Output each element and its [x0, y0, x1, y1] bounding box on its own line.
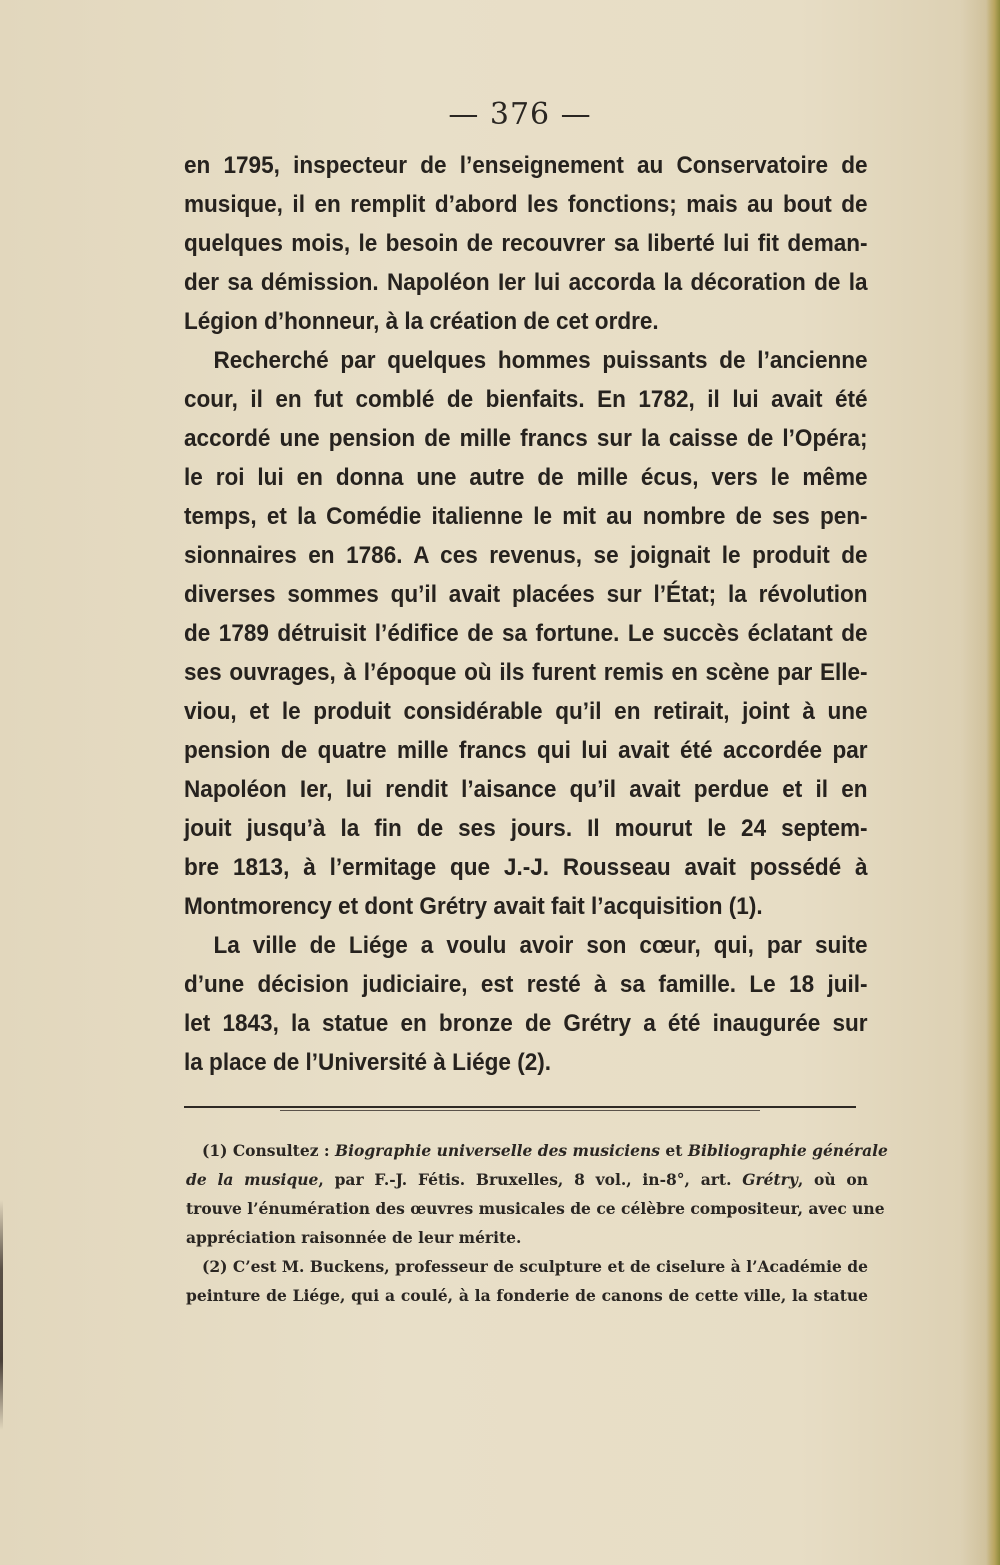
footnote-1-title: Biographie universelle des musiciens: [335, 1141, 661, 1160]
text-line: Légion d’honneur, à la création de cet ordre.: [184, 308, 659, 335]
text-line: Montmorency et dont Grétry avait fait l’acquisition (1).: [184, 893, 763, 920]
text-line: la place de l’Université à Liége (2).: [184, 1049, 552, 1076]
text-line: cour, il en fut comblé de bienfaits. En 1782, il lui avait été: [184, 386, 868, 413]
text-line: accordé une pension de mille francs sur la caisse de l’Opéra;: [184, 425, 868, 452]
page-edge-shadow: [986, 0, 1000, 1565]
text-line: le roi lui en donna une autre de mille écus, vers le même: [184, 464, 868, 491]
text-line: temps, et la Comédie italienne le mit au nombre de ses pen-: [184, 503, 868, 530]
footnote-1-line: appréciation raisonnée de leur mérite.: [186, 1228, 522, 1247]
footnote-separator-thin: [280, 1110, 760, 1111]
text-line: musique, il en remplit d’abord les fonctions; mais au bout de: [184, 191, 868, 218]
text-line: La ville de Liége a voulu avoir son cœur, qui, par suite: [213, 932, 868, 959]
text-line: sionnaires en 1786. A ces revenus, se joignait le produit de: [184, 542, 868, 569]
text-line: pension de quatre mille francs qui lui avait été accordée par: [184, 737, 868, 764]
text-line: diverses sommes qu’il avait placées sur l’État; la révolution: [184, 581, 868, 608]
footnote-1-title-2: Bibliographie générale: [687, 1141, 888, 1160]
footnote-1-and: et: [660, 1141, 688, 1160]
text-line: Napoléon Ier, lui rendit l’aisance qu’il avait perdue et il en: [184, 776, 868, 803]
footnote-1-line: [186, 1165, 868, 1194]
text-line: quelques mois, le besoin de recouvrer sa liberté lui fit deman-: [184, 230, 868, 257]
footnote-1-line: trouve l’énumération des œuvres musicales de ce célèbre compositeur, avec une: [186, 1199, 885, 1218]
text-line: viou, et le produit considérable qu’il en retirait, joint à une: [184, 698, 868, 725]
text-line: de 1789 détruisit l’édifice de sa fortune. Le succès éclatant de: [184, 620, 868, 647]
text-line: en 1795, inspecteur de l’enseignement au Conservatoire de: [184, 152, 868, 179]
footnote-2-line: peinture de Liége, qui a coulé, à la fonderie de canons de cette ville, la statue: [186, 1286, 868, 1305]
text-line: Recherché par quelques hommes puissants de l’ancienne: [213, 347, 868, 374]
footnote-1-lead: (1) Consultez :: [202, 1141, 336, 1160]
footnote-1-end: , où on: [797, 1170, 869, 1189]
text-line: ses ouvrages, à l’époque où ils furent remis en scène par Elle-: [184, 659, 868, 686]
binding-mark: [0, 1200, 3, 1430]
text-line: bre 1813, à l’ermitage que J.-J. Rousseau avait possédé à: [184, 854, 868, 881]
footnote-1-title-2b: de la musique: [186, 1170, 319, 1189]
body-text: [184, 146, 868, 1082]
text-line: der sa démission. Napoléon Ier lui accorda la décoration de la: [184, 269, 868, 296]
text-line: d’une décision judiciaire, est resté à sa famille. Le 18 juil-: [184, 971, 868, 998]
footnote-1-article: Grétry: [742, 1170, 798, 1189]
footnote-1-line: [186, 1136, 888, 1165]
text-line: let 1843, la statue en bronze de Grétry a été inaugurée sur: [184, 1010, 868, 1037]
page-number: — 376 —: [448, 97, 592, 132]
footnote-1-rest: , par F.-J. Fétis. Bruxelles, 8 vol., in-8°, art.: [318, 1170, 743, 1189]
footnote-2-line: (2) C’est M. Buckens, professeur de sculpture et de ciselure à l’Académie de: [202, 1257, 868, 1276]
footnotes: [186, 1136, 888, 1310]
footnote-separator: [184, 1106, 856, 1108]
text-line: jouit jusqu’à la fin de ses jours. Il mourut le 24 septem-: [184, 815, 868, 842]
